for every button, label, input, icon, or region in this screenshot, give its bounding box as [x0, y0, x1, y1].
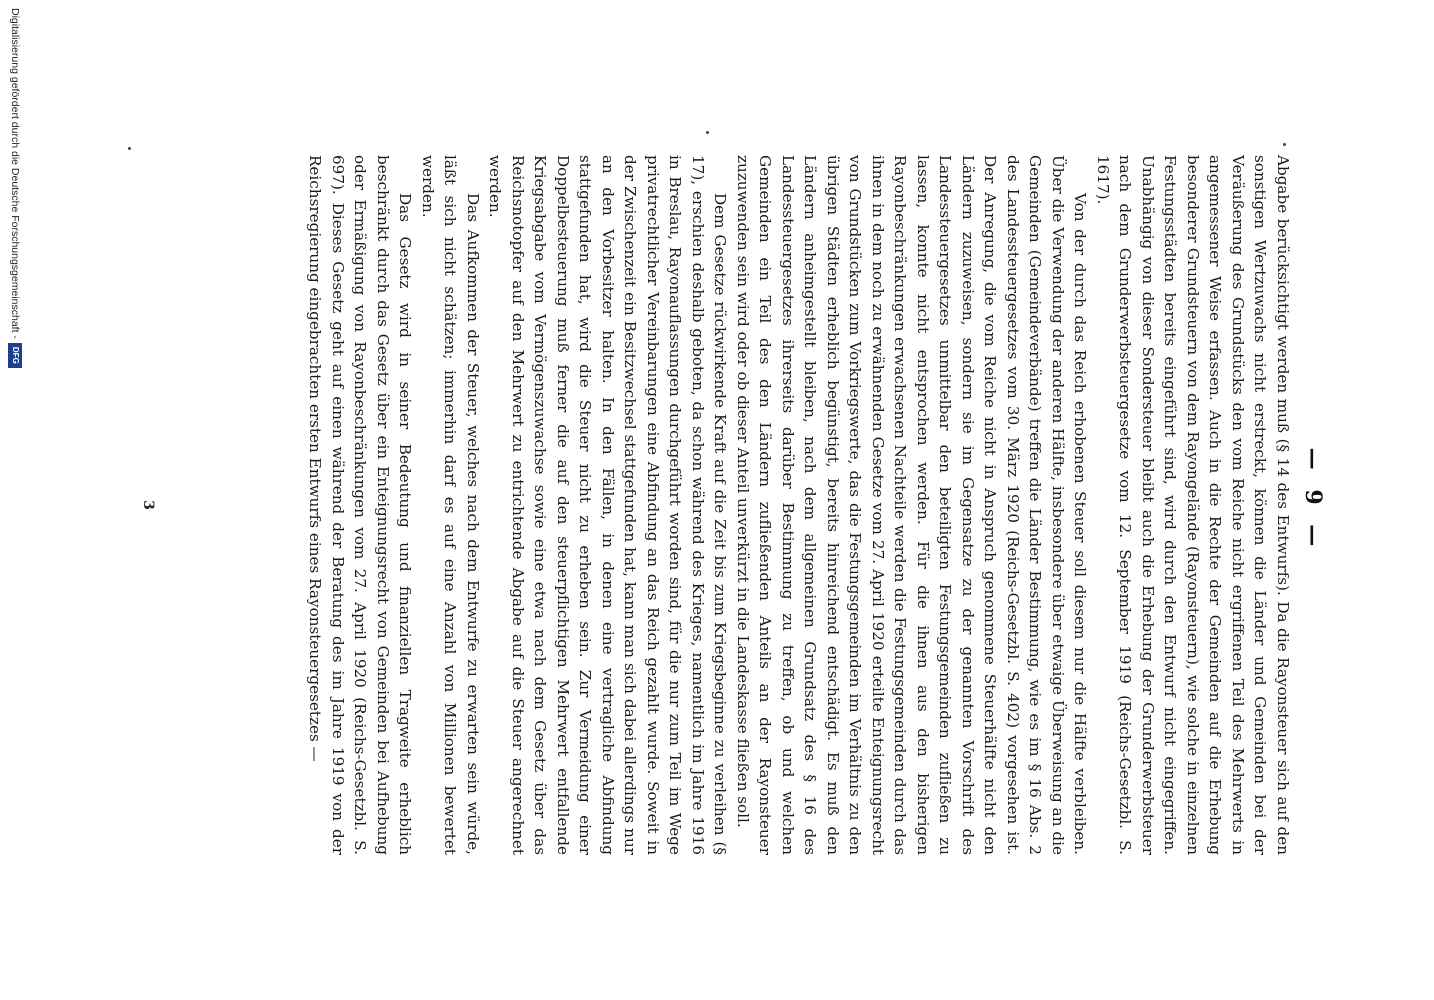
dfg-logo-icon: DFG — [8, 343, 22, 368]
paragraph-3: Dem Gesetze rückwirkende Kraft auf die Zeit bis zum Kriegsbeginne zu verleihen (§ 17), erschien deshalb geboten, da schon während des Krieges, namentlich im Jahre 1916 in Breslau, Rayonauflassungen durchgeführt worden sind, für die nur zum Teil im Wege privatrechtlicher Vereinbarungen eine Abfindung an das Reich gezahlt wurde. Soweit in der Zwischenzeit ein Besitzwechsel stattgefunden hat, kann man sich dabei allerdings nur an den Vorbesitzer halten. In den Fällen, in denen eine vertragliche Abfindung stattgefunden hat, wird die Steuer nicht zu erheben sein. Zur Vermeidung einer Doppelbesteuerung muß ferner die auf den steuerpflichtigen Mehrwert entfallende Kriegsabgabe vom Vermögenszuwachse sowie eine etwa nach dem Gesetz über das Reichsnotopfer auf den Mehrwert zu entrichtende Abgabe auf die Steuer angerechnet werden. — [486, 155, 730, 855]
paragraph-1: Abgabe berücksichtigt werden muß (§ 14 des Entwurfs). Da die Rayonsteuer sich auf den sonstigen Wertzuwachs nicht erstreckt, können die Länder und Gemeinden bei der Veräußerung des Grundstücks den vom Reiche nicht ergriffenen Teil des Mehrwerts in angemessener Weise erfassen. Auch in die Rechte der Gemeinden auf die Erhebung besonderer Grundsteuern von dem Rayongelände (Rayonsteuern), wie solche in einzelnen Festungsstädten bereits eingeführt sind, wird durch den Entwurf nicht eingegriffen. Unabhängig von dieser Sondersteuer bleibt auch die Erhebung der Grunderwerbsteuer nach dem Grunderwerbsteuergesetze vom 12. September 1919 (Reichs-Gesetzbl. S. 1617). — [1094, 155, 1292, 855]
sheet-signature-mark: 3 — [140, 500, 156, 510]
scan-speck — [706, 131, 709, 134]
paragraph-2: Von der durch das Reich erhobenen Steuer soll diesem nur die Hälfte verbleiben. Über die Verwendung der anderen Hälfte, insbesondere über etwaige Überweisung an die Gemeinden (Gemeindeverbände) treffen die Länder Bestimmung, wie es im § 16 Abs. 2 des Landessteuergesetzes vom 30. März 1920 (Reichs-Gesetzbl. S. 402) vorgesehen ist. Der Anregung, die vom Reiche nicht in Anspruch genommene Steuerhälfte nicht den Ländern zuzuweisen, sondern sie im Gegensatze zu der genannten Vorschrift des Landessteuergesetzes unmittelbar den beteiligten Festungsgemeinden zufließen zu lassen, konnte nicht entsprochen werden. Für die ihnen aus den bisherigen Rayonbeschränkungen erwachsenen Nachteile werden die Festungsgemeinden durch das ihnen in dem noch zu erwähnenden Gesetze vom 27. April 1920 erteilte Enteignungsrecht von Grundstücken zum Vorkriegswerte, das die Festungsgemeinden im Verhältnis zu den übrigen Städten erheblich begünstigt, bereits hinreichend entschädigt. Es muß den Ländern anheimgestellt bleiben, nach dem allgemeinen Grundsatz des § 16 des Landessteuergesetzes ihrerseits darüber Bestimmung zu treffen, ob und welchen Gemeinden ein Teil des den Ländern zufließenden Anteils an der Rayonsteuer zuzuwenden sein wird oder ob dieser Anteil unverkürzt in die Landeskasse fließen soll. — [734, 155, 1090, 855]
digitization-credit — [8, 8, 22, 988]
scan-speck — [1283, 143, 1286, 146]
credit-text: Digitalisierung gefördert durch die Deutsche Forschungsgemeinschaft - — [9, 8, 21, 339]
paragraph-5: Das Gesetz wird in seiner Bedeutung und finanziellen Tragweite erheblich beschränkt durch das Gesetz über ein Enteignungsrecht von Gemeinden bei Aufhebung oder Ermäßigung von Rayonbeschränkungen vom 27. April 1920 (Reichs-Gesetzbl. S. 697). Dieses Gesetz geht auf einen während der Beratung des im Jahre 1919 von der Reichsregierung eingebrachten ersten Entwurfs eines Rayonsteuergesetzes — — [306, 155, 415, 855]
paragraph-4: Das Aufkommen der Steuer, welches nach dem Entwurfe zu erwarten sein würde, läßt sich nicht schätzen; immerhin darf es auf eine Anzahl von Millionen bewertet werden. — [419, 155, 482, 855]
scan-speck — [128, 147, 131, 150]
body-text — [304, 155, 1294, 855]
page-number: — 9 — — [1300, 447, 1326, 553]
